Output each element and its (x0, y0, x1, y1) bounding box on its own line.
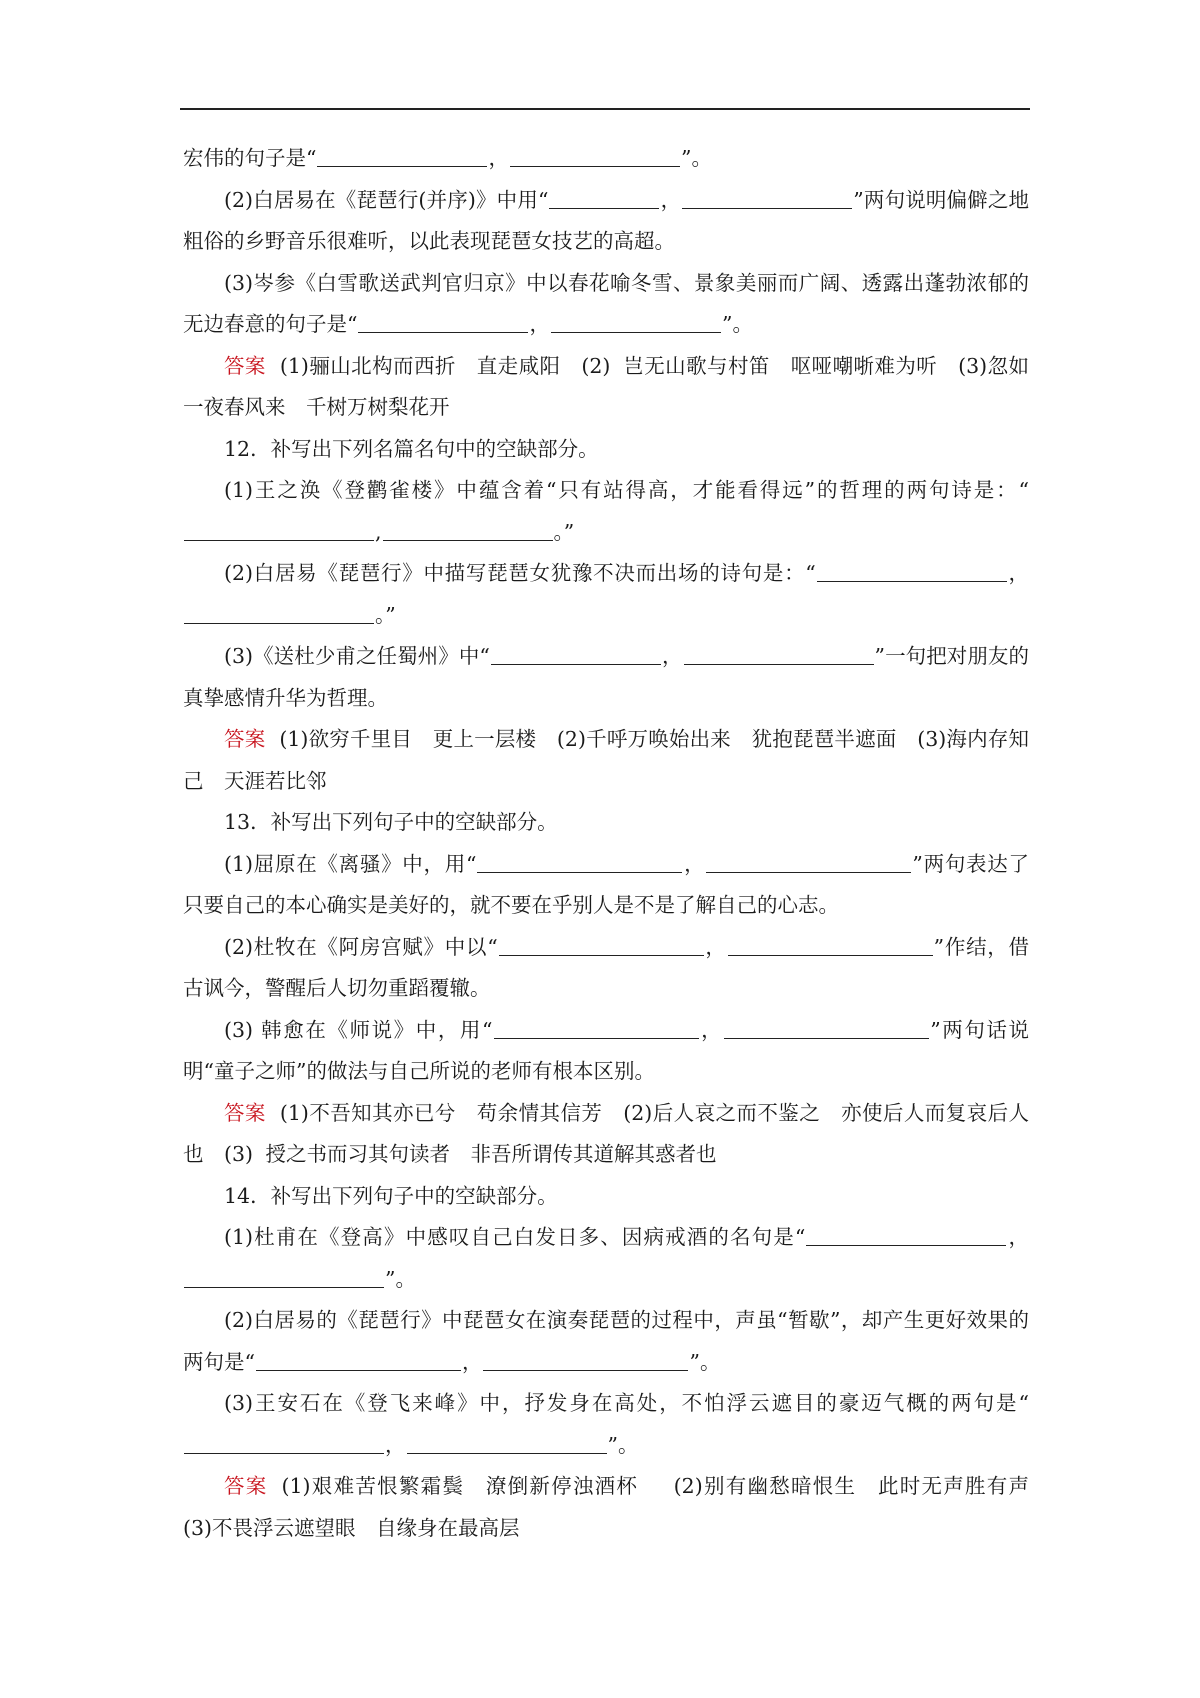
answer-14: 答案 (1)艰难苦恨繁霜鬓 潦倒新停浊酒杯 (2)别有幽愁暗恨生 此时无声胜有声 (3)不畏浮云遮望眼 自缘身在最高层 (183, 1474, 1050, 1540)
question-13-3: (3) 韩愈在《师说》中，用“ ， ”两句话说明“童子之师”的做法与自己所说的老师有根本区别。 (183, 1017, 1030, 1083)
answer-13: 答案 (1)不吾知其亦已兮 苟余情其信芳 (2)后人哀之而不鉴之 亦使后人而复哀后人也 (3) 授之书而习其句读者 非吾所谓传其道解其惑者也 (183, 1100, 1029, 1166)
question-14-heading: 14．补写出下列句子中的空缺部分。 (224, 1183, 558, 1208)
answer-blank (491, 644, 661, 665)
question-13-heading: 13．补写出下列句子中的空缺部分。 (224, 810, 558, 834)
answer-blank (684, 644, 874, 665)
answer-blank (510, 146, 680, 167)
answer-blank (549, 188, 659, 209)
document-body (183, 138, 1050, 1549)
answer-blank (317, 146, 487, 167)
answer-blank (184, 1267, 384, 1288)
question-14-3: (3)王安石在《登飞来峰》中，抒发身在高处，不怕浮云遮目的豪迈气概的两句是“， ”。 (183, 1383, 1029, 1466)
answer-blank (184, 603, 374, 624)
answer-label: 答案 (224, 1100, 266, 1125)
answer-blank (383, 520, 553, 541)
answer-blank (483, 1350, 688, 1371)
question-12-2: (2)白居易《琵琶行》中描写琵琶女犹豫不决而出场的诗句是：“ ，。” (183, 553, 1029, 636)
answer-blank (407, 1433, 607, 1454)
answer-blank (724, 1018, 929, 1039)
answer-blank (184, 520, 374, 541)
answer-blank (706, 852, 911, 873)
header-rule (180, 108, 1030, 110)
answer-11: 答案 (1)骊山北构而西折 直走咸阳 (2) 岂无山歌与村笛 呕哑嘲哳难为听 (3)忽如一夜春风来 千树万树梨花开 (183, 353, 1029, 419)
question-12-1: (1)王之涣《登鹳雀楼》中蕴含着“只有站得高，才能看得远”的哲理的两句诗是：“, 。” (183, 470, 1029, 553)
answer-label: 答案 (224, 727, 266, 751)
answer-12: 答案 (1)欲穷千里目 更上一层楼 (2)千呼万唤始出来 犹抱琵琶半遮面 (3)海内存知己 天涯若比邻 (183, 727, 1029, 793)
answer-blank (806, 1225, 1006, 1246)
answer-blank (728, 935, 933, 956)
answer-label: 答案 (224, 1474, 268, 1498)
answer-blank (682, 188, 852, 209)
question-13-2: (2)杜牧在《阿房宫赋》中以“ ， ”作结，借古讽今，警醒后人切勿重蹈覆辙。 (183, 934, 1030, 1000)
answer-blank (358, 312, 528, 333)
answer-blank (817, 561, 1007, 582)
answer-blank (184, 1433, 384, 1454)
question-14-2: (2)白居易的《琵琶行》中琵琶女在演奏琵琶的过程中，声虽“暂歇”，却产生更好效果的两句是“ ， ”。 (183, 1308, 1029, 1374)
question-12-heading: 12．补写出下列名篇名句中的空缺部分。 (224, 436, 599, 461)
answer-label: 答案 (224, 353, 266, 378)
answer-blank (551, 312, 721, 333)
answer-blank (256, 1350, 461, 1371)
question-13-1: (1)屈原在《离骚》中，用“ ， ”两句表达了只要自己的本心确实是美好的，就不要在乎别人是不是了解自己的心志。 (183, 851, 1029, 917)
answer-blank (494, 1018, 699, 1039)
question-11-line: 宏伟的句子是“ ， ”。 (183, 146, 712, 170)
answer-blank (499, 935, 704, 956)
question-11-2: (2)白居易在《琵琶行(并序)》中用“ ， ”两句说明偏僻之地粗俗的乡野音乐很难听，以此表现琵琶女技艺的高超。 (183, 187, 1030, 253)
answer-blank (477, 852, 682, 873)
question-14-1: (1)杜甫在《登高》中感叹自己白发日多、因病戒酒的名句是“ ，”。 (183, 1217, 1029, 1300)
question-11-3: (3)岑参《白雪歌送武判官归京》中以春花喻冬雪、景象美丽而广阔、透露出蓬勃浓郁的无边春意的句子是“ ， ”。 (183, 270, 1029, 336)
question-12-3: (3)《送杜少甫之任蜀州》中“ ， ”一句把对朋友的真挚感情升华为哲理。 (183, 644, 1030, 710)
